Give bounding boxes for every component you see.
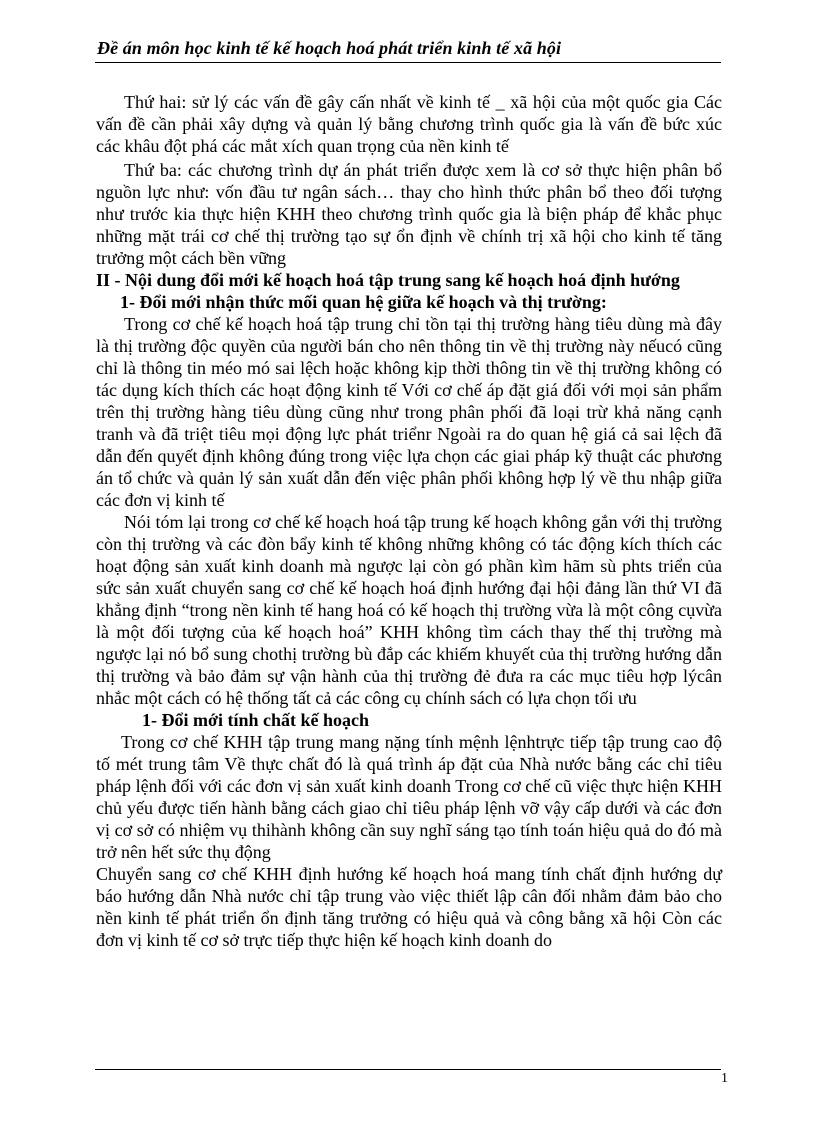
page-header-title: Đề án môn học kinh tế kế hoạch hoá phát triển kinh tế xã hội <box>97 38 562 58</box>
paragraph-thu-hai: Thứ hai: sử lý các vấn đề gây cấn nhất về kinh tế _ xã hội của một quốc gia Các vấn đề cần phải xây dựng và quản lý bằng chương trình quốc gia là vấn đề bức xúc các khâu đột phá các mắt xích quan trọng của nền kinh tế <box>96 92 722 156</box>
page-number: 1 <box>721 1071 728 1086</box>
subsection-heading-2: 1- Đổi mới tính chất kế hoạch <box>142 710 369 730</box>
paragraph-khh-tap-trung: Trong cơ chế KHH tập trung mang nặng tính mệnh lệnhtrực tiếp tập trung cao độ tố mét trung tâm Về thực chất đó là quá trình áp đặt của Nhà nước bằng các chỉ tiêu pháp lệnh đối với các đơn vị sản xuất kinh doanh Trong cơ chế cũ việc thực hiện KHH chủ yếu được tiến hành bằng cách giao chỉ tiêu pháp lệnh vỡ vậy cấp dưới và các đơn vị cơ sở có nhiệm vụ thihành không cần suy nghĩ sáng tạo tính toán hiệu quả do đó mà trở nên hết sức thụ động <box>96 732 722 862</box>
header-divider <box>95 62 721 63</box>
section-heading: II - Nội dung đổi mới kế hoạch hoá tập trung sang kế hoạch hoá định hướng <box>96 270 680 290</box>
subsection-heading-1: 1- Đổi mới nhận thức mối quan hệ giữa kế hoạch và thị trường: <box>120 292 607 312</box>
paragraph-chuyen-sang: Chuyển sang cơ chế KHH định hướng kế hoạch hoá mang tính chất định hướng dự báo hướng dẫn Nhà nước chỉ tập trung vào việc thiết lập cân đối nhằm đảm bảo cho nền kinh tế phát triển ổn định tăng trưởng có hiệu quả và công bằng xã hội Còn các đơn vị kinh tế cơ sở trực tiếp thực hiện kế hoạch kinh doanh do <box>96 864 722 950</box>
document-body <box>96 91 722 951</box>
paragraph-thu-ba: Thứ ba: các chương trình dự án phát triển được xem là cơ sở thực hiện phân bổ nguồn lực như: vốn đầu tư ngân sách… thay cho hình thức phân bổ theo đối tượng như trước kia thực hiện KHH theo chương trình quốc gia là biện pháp để khắc phục những mặt trái cơ chế thị trường tạo sự ổn định về chính trị xã hội cho kinh tế tăng trưởng một cách bền vững <box>96 160 722 268</box>
footer-divider <box>95 1069 721 1070</box>
paragraph-ke-hoach-tap-trung: Trong cơ chế kế hoạch hoá tập trung chỉ tồn tại thị trường hàng tiêu dùng mà đây là thị trường độc quyền của người bán cho nên thông tin về thị trường này nếucó cũng chỉ là thông tin méo mó sai lệch hoặc không kịp thời thông tin về thị trường không có tác dụng kích thích các hoạt động kinh tế Với cơ chế áp đặt giá đối với mọi sản phẩm trên thị trường hàng tiêu dùng cũng như trong phân phối đã loại trừ khả năng cạnh tranh và đã triệt tiêu mọi động lực phát triểnr Ngoài ra do quan hệ giá cả sai lệch đã dẫn đến quyết định không đúng trong việc lựa chọn các giai pháp kỹ thuật các phương án tổ chức và quản lý sản xuất dẫn đến việc phân phối không hợp lý về thu nhập giữa các đơn vị kinh tế <box>96 314 722 510</box>
paragraph-noi-tom-lai: Nói tóm lại trong cơ chế kế hoạch hoá tập trung kế hoạch không gắn với thị trường còn thị trường và các đòn bẩy kinh tế không những không có tác động kích thích các hoạt động sản xuất kinh doanh mà ngược lại còn gó phần kìm hãm sù phts triển của sức sản xuất chuyển sang cơ chế kế hoạch hoá định hướng đại hội đảng lần thứ VI đã khẳng định “trong nền kinh tế hang hoá có kế hoạch thị trường vừa là một công cụvừa là một đối tượng của kế hoạch hoá” KHH không tìm cách thay thế thị trường mà ngược lại nó bổ sung chothị trường bù đắp các khiếm khuyết của thị trường hướng dẫn thị trường và bảo đảm sự vận hành của thị trường đẻ đưa ra các mục tiêu hợp lýcân nhắc một cách có hệ thống tất cả các công cụ chính sách có lựa chọn tối ưu <box>96 512 722 708</box>
